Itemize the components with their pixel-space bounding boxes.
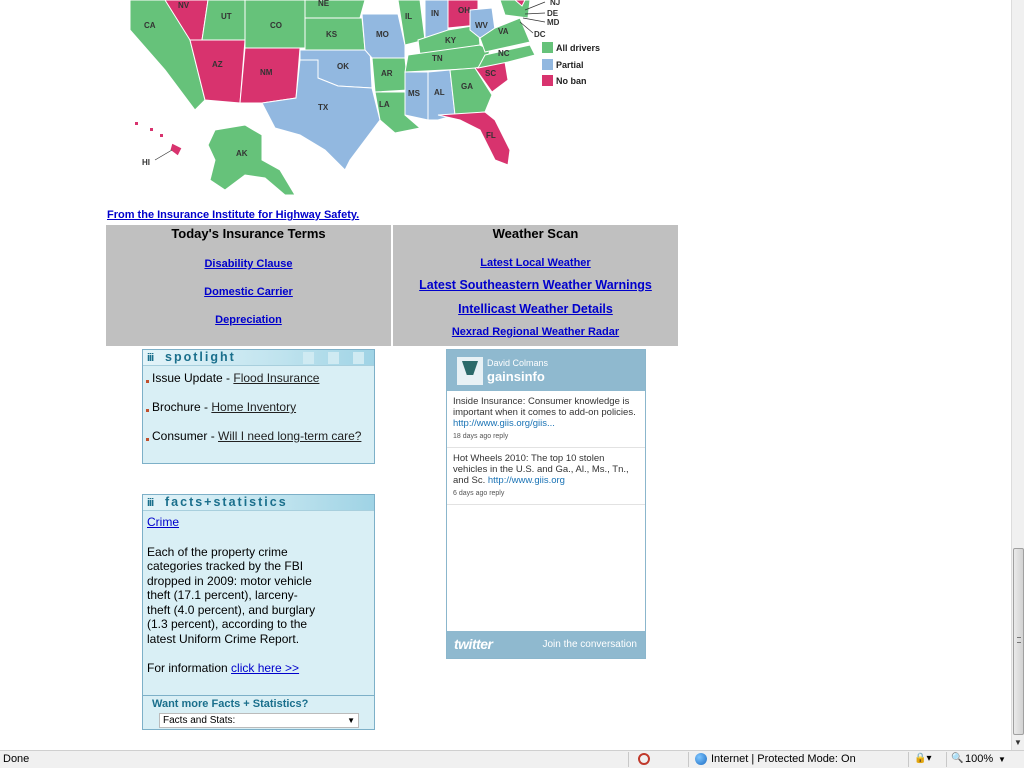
twitter-widget — [446, 349, 646, 659]
facts-info — [147, 661, 370, 676]
zoom-dropdown-icon[interactable]: ▼ — [998, 755, 1006, 764]
facts-header — [143, 495, 374, 511]
tweet-text: Inside Insurance: Consumer knowledge is important when it comes to add-on policies. — [453, 396, 636, 418]
label-IN: IN — [431, 9, 439, 18]
twitter-user-name: David Colmans — [487, 358, 549, 368]
spotlight-header — [143, 350, 374, 366]
us-cellphone-ban-map — [110, 0, 610, 205]
legend-label: All drivers — [556, 42, 601, 53]
label-GA: GA — [461, 82, 473, 91]
weather-link-intellicast[interactable]: Intellicast Weather Details — [458, 302, 613, 316]
facts-more-label: Want more Facts + Statistics? — [152, 698, 309, 710]
tweet-link[interactable]: http://www.giis.org/giis... — [453, 418, 555, 429]
label-DE: DE — [547, 9, 559, 18]
header-decoration — [303, 352, 314, 364]
twitter-logo[interactable]: twitter — [454, 636, 493, 652]
legend-label: No ban — [556, 75, 587, 86]
tweet-link[interactable]: http://www.giis.org — [487, 475, 565, 486]
legend-no-ban — [542, 75, 587, 86]
spotlight-item-prefix: Brochure - — [152, 400, 212, 414]
weather-link-local[interactable]: Latest Local Weather — [480, 257, 591, 269]
legend-swatch — [542, 42, 553, 53]
header-decoration — [353, 352, 364, 364]
label-WV: WV — [475, 21, 488, 30]
label-DC: DC — [534, 30, 546, 39]
spotlight-item-prefix: Consumer - — [152, 429, 219, 443]
label-UT: UT — [221, 12, 232, 21]
weather-scan-panel — [393, 225, 678, 346]
security-zone-text[interactable]: Internet | Protected Mode: On — [711, 753, 856, 765]
twitter-handle[interactable]: gainsinfo — [487, 369, 545, 384]
spotlight-link-flood-insurance[interactable]: Flood Insurance — [233, 371, 320, 385]
legend-swatch — [542, 59, 553, 70]
protected-mode-lock-icon[interactable]: 🔒▾ — [914, 753, 932, 764]
label-VA: VA — [498, 27, 509, 36]
tweet-meta[interactable]: 18 days ago reply — [453, 433, 509, 440]
label-MD: MD — [547, 18, 560, 27]
facts-select-value: Facts and Stats: — [163, 715, 236, 726]
label-NC: NC — [498, 49, 510, 58]
label-IL: IL — [405, 12, 413, 21]
facts-body — [143, 511, 374, 676]
tweet-meta[interactable]: 6 days ago reply — [453, 490, 505, 497]
iii-logo: iii — [147, 497, 154, 509]
facts-and-stats-select[interactable] — [159, 713, 359, 728]
label-KY: KY — [445, 36, 457, 45]
weather-scan-title: Weather Scan — [492, 226, 579, 241]
weather-link-southeastern-warnings[interactable]: Latest Southeastern Weather Warnings — [419, 278, 652, 292]
vertical-scrollbar[interactable] — [1011, 0, 1024, 750]
state-AK — [208, 125, 295, 195]
zoom-icon[interactable]: 🔍 — [951, 753, 964, 764]
label-FL: FL — [486, 131, 496, 140]
label-NE: NE — [318, 0, 330, 8]
scrollbar-thumb[interactable] — [1013, 548, 1024, 735]
label-TX: TX — [318, 103, 329, 112]
label-KS: KS — [326, 30, 338, 39]
facts-more-section — [143, 695, 374, 729]
term-link-domestic-carrier[interactable]: Domestic Carrier — [204, 286, 293, 298]
spotlight-item-prefix: Issue Update - — [152, 371, 234, 385]
label-NJ: NJ — [550, 0, 561, 7]
grip-icon — [1017, 637, 1021, 643]
legend-swatch — [542, 75, 553, 86]
twitter-widget-footer — [447, 631, 645, 658]
label-AZ: AZ — [212, 60, 223, 69]
label-SC: SC — [485, 69, 497, 78]
privacy-eye-icon[interactable] — [638, 753, 650, 765]
facts-topic-link[interactable]: Crime — [147, 515, 179, 529]
term-link-depreciation[interactable]: Depreciation — [215, 314, 282, 326]
legend-partial — [542, 59, 584, 70]
scroll-down-arrow-icon[interactable]: ▼ — [1014, 738, 1022, 747]
label-MS: MS — [408, 89, 420, 98]
tweet — [447, 391, 645, 448]
chevron-down-icon: ▼ — [347, 716, 355, 725]
facts-title: facts+statistics — [165, 495, 288, 509]
label-AR: AR — [381, 69, 393, 78]
tweet — [447, 448, 645, 505]
twitter-widget-header — [447, 350, 645, 391]
facts-info-prefix: For information — [147, 661, 232, 675]
iihs-source-link[interactable]: From the Insurance Institute for Highway Safety. — [107, 209, 360, 221]
label-CA: CA — [144, 21, 156, 30]
spotlight-item — [146, 371, 374, 385]
label-LA: LA — [379, 100, 390, 109]
label-OK: OK — [337, 62, 349, 71]
browser-status-bar — [0, 750, 1024, 768]
legend-all-drivers — [542, 42, 600, 53]
label-HI: HI — [142, 158, 150, 167]
state-HI — [170, 143, 182, 156]
facts-statistics-box — [142, 494, 375, 730]
header-decoration — [328, 352, 339, 364]
facts-text: Each of the property crime categories tracked by the FBI dropped in 2009: motor vehicle theft (17.1 percent), larceny-theft (4.0 percent), and burglary (1.3 percent), according to the latest Uniform Crime Report. — [147, 544, 316, 646]
label-MO: MO — [376, 30, 389, 39]
label-NM: NM — [260, 68, 273, 77]
avatar[interactable] — [457, 357, 483, 385]
legend-label: Partial — [556, 59, 584, 70]
spotlight-link-home-inventory[interactable]: Home Inventory — [211, 400, 297, 414]
state-FL — [438, 112, 510, 165]
join-conversation-link[interactable]: Join the conversation — [542, 639, 637, 650]
spotlight-title: spotlight — [165, 350, 236, 364]
label-TN: TN — [432, 54, 443, 63]
spotlight-item — [146, 429, 374, 443]
label-AK: AK — [236, 149, 248, 158]
label-NV: NV — [178, 1, 190, 10]
state-NE — [305, 0, 365, 18]
zoom-level[interactable]: 100% — [965, 753, 994, 765]
insurance-terms-panel — [106, 225, 391, 346]
spotlight-box — [142, 349, 375, 464]
term-link-disability-clause[interactable]: Disability Clause — [204, 258, 293, 270]
label-CO: CO — [270, 21, 282, 30]
internet-zone-globe-icon — [695, 753, 707, 765]
weather-link-nexrad-radar[interactable]: Nexrad Regional Weather Radar — [451, 326, 620, 338]
label-OH: OH — [458, 6, 470, 15]
status-text: Done — [3, 753, 30, 765]
facts-click-here-link[interactable]: click here >> — [231, 661, 300, 675]
tweet-text: Hot Wheels 2010: The top 10 stolen vehicles in the U.S. and Ga., Al., Ms., Tn., and Sc. — [453, 453, 629, 486]
insurance-terms-title: Today's Insurance Terms — [171, 226, 326, 241]
label-AL: AL — [434, 88, 445, 97]
iii-logo: iii — [147, 352, 154, 364]
spotlight-link-long-term-care[interactable]: Will I need long-term care? — [218, 429, 362, 443]
state-northeast — [500, 0, 530, 18]
spotlight-item — [146, 400, 374, 414]
